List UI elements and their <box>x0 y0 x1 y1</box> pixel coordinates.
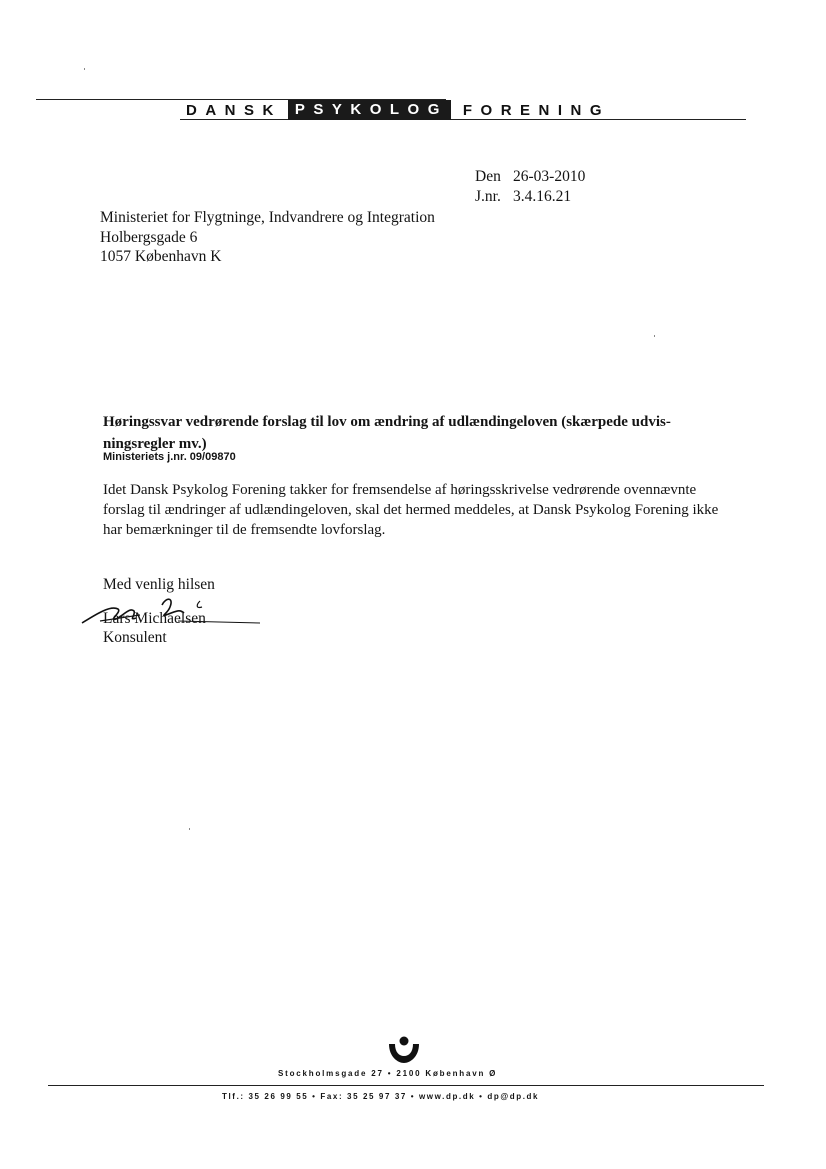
scan-speck <box>654 335 655 337</box>
recipient-line-1: Ministeriet for Flygtninge, Indvandrere og Integration <box>100 209 435 226</box>
date-label: Den <box>475 168 501 185</box>
footer-contact: Tlf.: 35 26 99 55 • Fax: 35 25 97 37 • www.dp.dk • dp@dp.dk <box>222 1092 540 1101</box>
date-value: 26-03-2010 <box>513 168 586 185</box>
footer-address: Stockholmsgade 27 • 2100 København Ø <box>278 1069 498 1078</box>
recipient-address <box>100 208 435 267</box>
footer-logo-icon <box>386 1035 422 1065</box>
reference-row <box>475 187 585 207</box>
signatory-title: Konsulent <box>103 629 167 646</box>
closing-block <box>103 575 215 647</box>
footer-rule <box>48 1085 764 1086</box>
ministry-journal-number: Ministeriets j.nr. 09/09870 <box>103 451 236 463</box>
letterhead-logo <box>186 100 610 120</box>
scan-speck <box>84 68 85 70</box>
recipient-line-2: Holbergsgade 6 <box>100 228 198 246</box>
letterhead-word-forening: FORENING <box>462 101 611 119</box>
date-block <box>475 167 585 207</box>
recipient-line-3: 1057 København K <box>100 248 222 265</box>
signatory-name: Lars Michaelsen <box>103 610 206 627</box>
reference-value: 3.4.16.21 <box>513 188 572 205</box>
body-paragraph: Idet Dansk Psykolog Forening takker for fremsendelse af høringsskrivelse vedrørende ovennævnte forslag til ændringer af udlændingeloven, skal det hermed meddeles, at Dansk Psykolog Forening ikke har bemærkninger til de fremsendte lovforslag. <box>103 482 719 538</box>
scan-speck <box>189 828 190 830</box>
subject-heading: Høringssvar vedrørende forslag til lov om ændring af udlændingeloven (skærpede udvis-ningsregler mv.) <box>103 414 671 452</box>
letterhead-word-psykolog: PSYKOLOG <box>288 100 451 120</box>
letterhead-word-dansk: DANSK <box>186 101 282 119</box>
closing-greeting: Med venlig hilsen <box>103 576 215 593</box>
date-row <box>475 167 585 187</box>
reference-label: J.nr. <box>475 188 501 205</box>
